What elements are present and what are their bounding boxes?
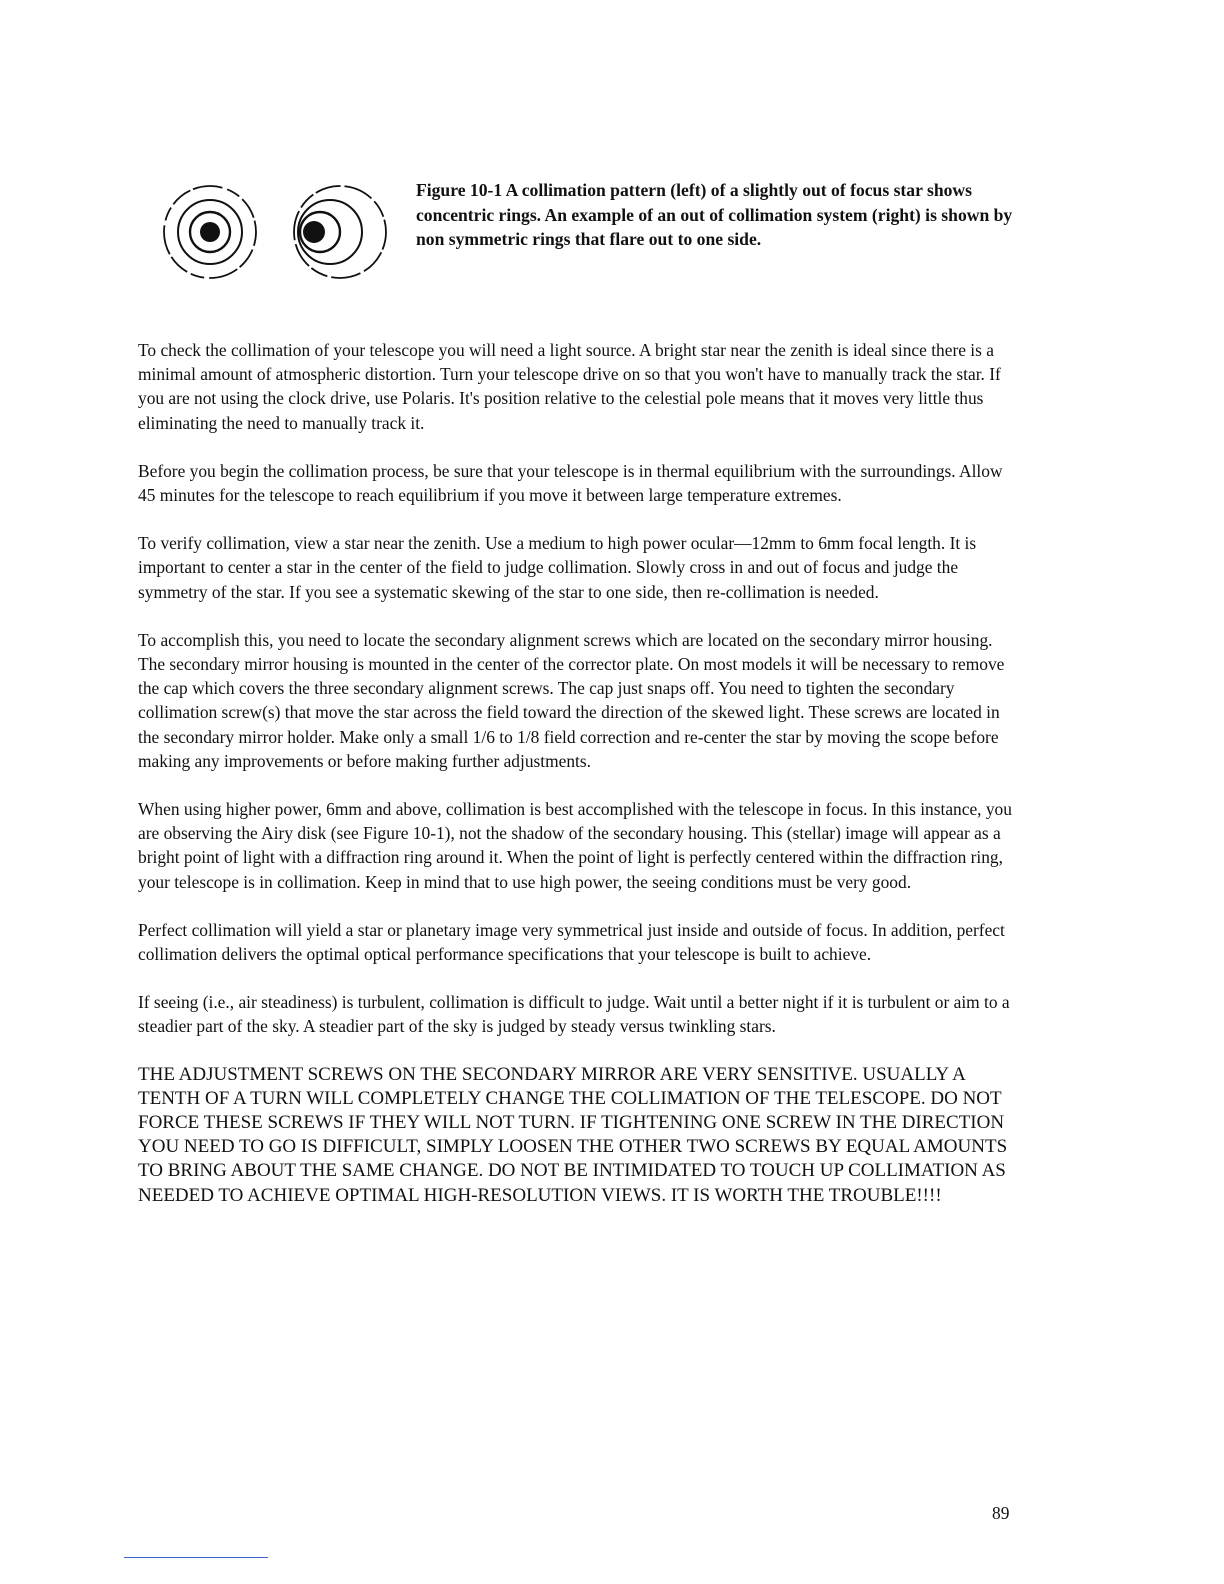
out-of-collimation-pattern-image xyxy=(288,182,388,282)
footnote-rule xyxy=(124,1557,268,1558)
body-text xyxy=(138,338,1018,1208)
paragraph: Before you begin the collimation process, be sure that your telescope is in thermal equilibrium with the surroundings. Allow 45 minutes for the telescope to reach equilibrium if you move it between large temperature extremes. xyxy=(138,460,1003,506)
paragraph: If seeing (i.e., air steadiness) is turbulent, collimation is difficult to judge. Wait until a better night if it is turbulent or aim to a steadier part of the sky. A steadier part of the sky is judged by steady versus twinkling stars. xyxy=(138,992,1010,1037)
warning-paragraph: THE ADJUSTMENT SCREWS ON THE SECONDARY MIRROR ARE VERY SENSITIVE. USUALLY A TENTH OF A TURN WILL COMPLETELY CHANGE THE COLLIMATION OF THE TELESCOPE. DO NOT FORCE THESE SCREWS IF THEY WILL NOT TURN. IF TIGHTENING ONE SCREW IN THE DIRECTION YOU NEED TO GO IS DIFFICULT, SIMPLY LOOSEN THE OTHER TWO SCREWS BY EQUAL AMOUNTS TO BRING ABOUT THE SAME CHANGE. DO NOT BE INTIMIDATED TO TOUCH UP COLLIMATION AS NEEDED TO ACHIEVE OPTIMAL HIGH-RESOLUTION VIEWS. IT IS WORTH THE TROUBLE!!!! xyxy=(138,1063,1008,1206)
paragraph: To check the collimation of your telescope you will need a light source. A bright star near the zenith is ideal since there is a minimal amount of atmospheric distortion. Turn your telescope drive on so that you won't have to manually track the star. If you are not using the clock drive, use Polaris. It's position relative to the celestial pole means that it moves very little thus eliminating the need to manually track it. xyxy=(138,340,1001,433)
paragraph: Perfect collimation will yield a star or planetary image very symmetrical just inside and outside of focus. In addition, perfect collimation delivers the optimal optical performance specifications that your telescope is built to achieve. xyxy=(138,919,1005,965)
figure-10-1 xyxy=(160,178,1020,288)
paragraph: To accomplish this, you need to locate the secondary alignment screws which are located on the secondary mirror housing. The secondary mirror housing is mounted in the center of the corrector plate. On most models it will be necessary to remove the cap which covers the three secondary alignment screws. The cap just snaps off. You need to tighten the secondary collimation screw(s) that move the star across the field toward the direction of the skewed light. These screws are located in the secondary mirror holder. Make only a small 1/6 to 1/8 field correction and re-center the star by moving the scope before making any improvements or before making further adjustments. xyxy=(138,629,1005,771)
page-number: 89 xyxy=(992,1503,1010,1523)
collimated-star-pattern-image xyxy=(160,182,260,282)
figure-caption: Figure 10-1 A collimation pattern (left) of a slightly out of focus star shows concentric rings. An example of an out of collimation system (right) is shown by non symmetric rings that flare out to one side. xyxy=(416,180,1013,249)
paragraph: To verify collimation, view a star near the zenith. Use a medium to high power ocular—12mm to 6mm focal length. It is important to center a star in the center of the field to judge collimation. Slowly cross in and out of focus and judge the symmetry of the star. If you see a systematic skewing of the star to one side, then re-collimation is needed. xyxy=(138,533,977,602)
paragraph: When using higher power, 6mm and above, collimation is best accomplished with the telescope in focus. In this instance, you are observing the Airy disk (see Figure 10-1), not the shadow of the secondary housing. This (stellar) image will appear as a bright point of light with a diffraction ring around it. When the point of light is perfectly centered within the diffraction ring, your telescope is in collimation. Keep in mind that to use high power, the seeing conditions must be very good. xyxy=(138,799,1012,892)
